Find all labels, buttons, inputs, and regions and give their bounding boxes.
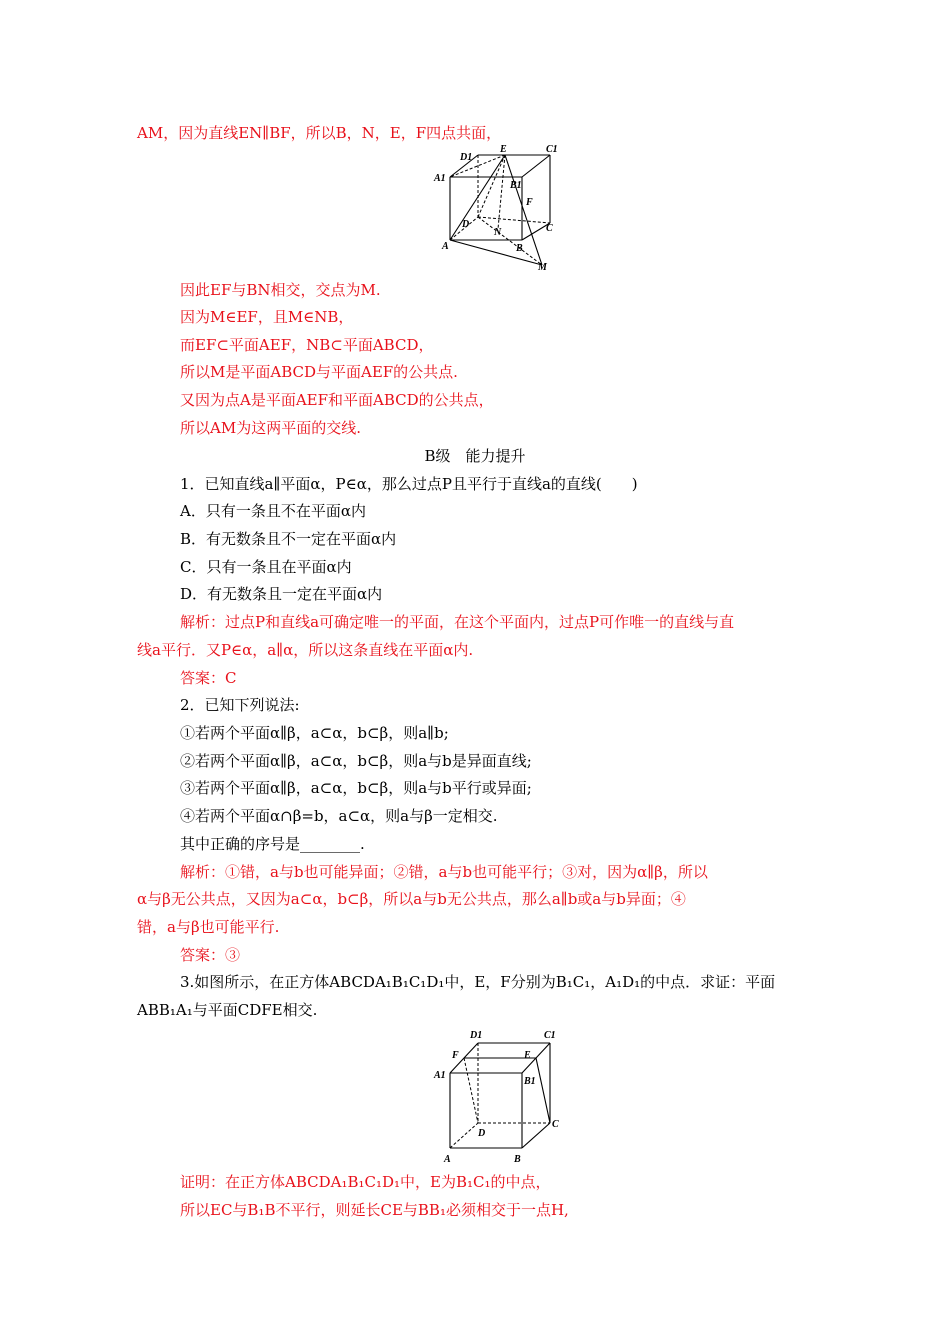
label-A1: A1	[434, 1070, 446, 1081]
label-C1: C1	[544, 1030, 556, 1041]
text-line: AM，因为直线EN∥BF，所以B，N，E，F四点共面，	[137, 124, 502, 142]
statement-3: ③若两个平面α∥β，a⊂α，b⊂β，则a与b平行或异面;	[180, 779, 532, 797]
label-B1: B1	[510, 180, 522, 191]
label-A: A	[442, 241, 449, 252]
question-stem: 1．已知直线a∥平面α，P∈α，那么过点P且平行于直线a的直线( )	[180, 475, 638, 493]
fill-blank: 其中正确的序号是________.	[180, 835, 365, 853]
question-stem: 3.如图所示，在正方体ABCDA₁B₁C₁D₁中，E，F分别为B₁C₁，A₁D₁的中点．求证：平面	[180, 973, 776, 991]
label-N: N	[494, 227, 502, 238]
proof-line: 所以AM为这两平面的交线.	[180, 419, 361, 437]
statement-1: ①若两个平面α∥β，a⊂α，b⊂β，则a∥b;	[180, 724, 449, 742]
analysis-line: 错，a与β也可能平行.	[137, 918, 280, 936]
label-B: B	[514, 1154, 521, 1165]
label-B1: B1	[524, 1076, 536, 1087]
proof-line: 因此EF与BN相交，交点为M.	[180, 281, 381, 299]
label-D: D	[462, 219, 470, 230]
label-C: C	[546, 223, 553, 234]
cube-figure-1	[430, 145, 570, 275]
analysis-line: 线a平行．又P∈α，a∥α，所以这条直线在平面α内.	[137, 641, 474, 659]
proof-line: 证明：在正方体ABCDA₁B₁C₁D₁中，E为B₁C₁的中点，	[180, 1173, 551, 1191]
label-A: A	[444, 1154, 451, 1165]
analysis-line: α与β无公共点，又因为a⊂α，b⊂β，所以a与b无公共点，那么a∥b或a与b异面；④	[137, 890, 686, 908]
answer: 答案：③	[180, 946, 241, 964]
section-title: B级 能力提升	[424, 447, 526, 465]
proof-line: 因为M∈EF，且M∈NB，	[180, 308, 354, 326]
label-A1: A1	[434, 173, 446, 184]
question-stem: 2．已知下列说法:	[180, 696, 300, 714]
option-c: C．只有一条且在平面α内	[180, 558, 352, 576]
question-stem-cont: ABB₁A₁与平面CDFE相交.	[137, 1001, 318, 1019]
analysis-line: 解析：过点P和直线a可确定唯一的平面，在这个平面内，过点P可作唯一的直线与直	[180, 613, 735, 631]
label-F: F	[526, 197, 533, 208]
proof-line: 所以EC与B₁B不平行，则延长CE与BB₁必须相交于一点H,	[180, 1201, 569, 1219]
analysis-line: 解析：①错，a与b也可能异面；②错，a与b也可能平行；③对，因为α∥β，所以	[180, 863, 708, 881]
proof-line: 而EF⊂平面AEF，NB⊂平面ABCD，	[180, 336, 434, 354]
answer: 答案：C	[180, 669, 237, 687]
option-d: D．有无数条且一定在平面α内	[180, 585, 383, 603]
statement-4: ④若两个平面α∩β=b，a⊂α，则a与β一定相交.	[180, 807, 498, 825]
label-M: M	[538, 262, 547, 273]
label-C: C	[552, 1119, 559, 1130]
option-b: B．有无数条且不一定在平面α内	[180, 530, 397, 548]
statement-2: ②若两个平面α∥β，a⊂α，b⊂β，则a与b是异面直线;	[180, 752, 532, 770]
label-E: E	[500, 144, 507, 155]
cube-figure-2	[430, 1028, 570, 1168]
label-E: E	[524, 1050, 531, 1061]
label-F: F	[452, 1050, 459, 1061]
label-B: B	[516, 243, 523, 254]
label-D1: D1	[460, 152, 473, 163]
proof-line: 所以M是平面ABCD与平面AEF的公共点.	[180, 363, 458, 381]
proof-line: 又因为点A是平面AEF和平面ABCD的公共点，	[180, 391, 494, 409]
label-C1: C1	[546, 144, 558, 155]
option-a: A．只有一条且不在平面α内	[180, 502, 366, 520]
label-D1: D1	[470, 1030, 483, 1041]
label-D: D	[478, 1128, 486, 1139]
